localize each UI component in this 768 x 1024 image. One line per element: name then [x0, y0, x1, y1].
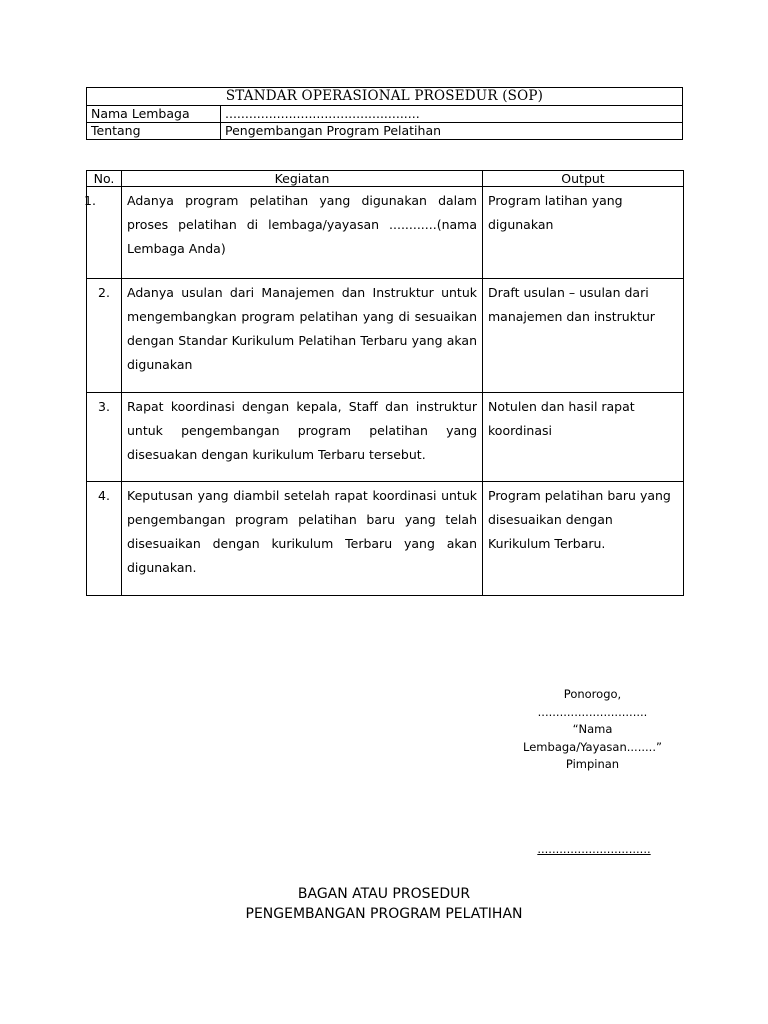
signature-org-line1: “Nama [572, 722, 613, 736]
sop-title: STANDAR OPERASIONAL PROSEDUR (SOP) [87, 88, 683, 106]
row-number: 2. [87, 279, 122, 393]
row-number: 4. [87, 482, 122, 596]
table-header-row [87, 171, 684, 187]
output-cell: Program pelatihan baru yang disesuaikan dengan Kurikulum Terbaru. [483, 482, 684, 596]
output-cell: Program latihan yang digunakan [483, 187, 684, 279]
table-row [87, 393, 684, 482]
sop-row-nama-lembaga [87, 106, 683, 123]
sop-row-tentang [87, 123, 683, 140]
header-no: No. [87, 171, 122, 187]
activity-table [86, 170, 684, 596]
sop-value-nama-lembaga: ................................................. [221, 106, 683, 123]
output-cell: Notulen dan hasil rapat koordinasi [483, 393, 684, 482]
signature-date: .............................. [537, 704, 648, 719]
kegiatan-cell: Adanya program pelatihan yang digunakan dalam proses pelatihan di lembaga/yayasan ............(nama Lembaga Anda) [122, 187, 483, 279]
sop-label-nama-lembaga: Nama Lembaga [87, 106, 221, 123]
sop-label-tentang: Tentang [87, 123, 221, 140]
bottom-title [184, 884, 584, 924]
signature-org-line2: Lembaga/Yayasan........” [523, 739, 662, 754]
row-number: 1. [84, 193, 96, 208]
header-kegiatan: Kegiatan [122, 171, 483, 187]
row-number-cell [84, 187, 122, 279]
row-number: 3. [87, 393, 122, 482]
bottom-title-line2: PENGEMBANGAN PROGRAM PELATIHAN [245, 906, 523, 922]
output-cell: Draft usulan – usulan dari manajemen dan instruktur [483, 279, 684, 393]
sop-value-tentang: Pengembangan Program Pelatihan [221, 123, 683, 140]
kegiatan-cell: Rapat koordinasi dengan kepala, Staff dan instruktur untuk pengembangan program pelatihan yang disesuakan dengan kurikulum Terbaru tersebut. [122, 393, 483, 482]
table-row [87, 279, 684, 393]
kegiatan-cell: Keputusan yang diambil setelah rapat koordinasi untuk pengembangan program pelatihan baru yang telah disesuaikan dengan kurikulum Terbaru yang akan digunakan. [122, 482, 483, 596]
sop-header-table [86, 87, 683, 140]
table-row [87, 187, 684, 279]
signature-place: Ponorogo, [563, 687, 622, 701]
table-row [87, 482, 684, 596]
header-output: Output [483, 171, 684, 187]
sop-title-row [87, 88, 683, 106]
signature-role: Pimpinan [565, 757, 620, 771]
kegiatan-cell: Adanya usulan dari Manajemen dan Instruktur untuk mengembangkan program pelatihan yang di sesuaikan dengan Standar Kurikulum Pelatihan Terbaru yang akan digunakan [122, 279, 483, 393]
bottom-title-line1: BAGAN ATAU PROSEDUR [297, 886, 471, 902]
signature-block [510, 686, 675, 774]
signature-name-line: ............................... [537, 842, 651, 856]
